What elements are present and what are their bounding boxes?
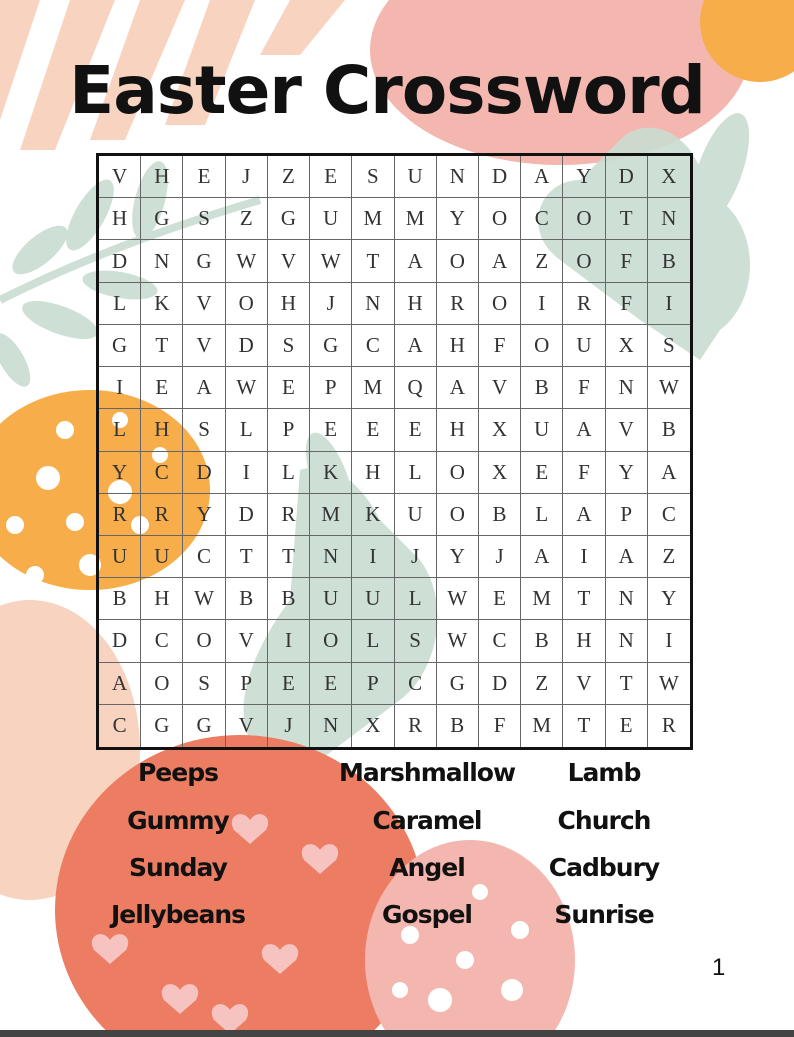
grid-cell: I: [563, 536, 605, 578]
grid-cell: D: [183, 452, 225, 494]
grid-cell: E: [268, 663, 310, 705]
grid-cell: M: [352, 198, 394, 240]
grid-cell: E: [141, 367, 183, 409]
word-angel: Angel: [389, 853, 465, 882]
grid-cell: G: [437, 663, 479, 705]
grid-cell: U: [352, 578, 394, 620]
grid-cell: H: [352, 452, 394, 494]
grid-cell: A: [479, 240, 521, 282]
grid-cell: D: [226, 494, 268, 536]
grid-cell: O: [521, 325, 563, 367]
grid-cell: N: [437, 156, 479, 198]
grid-cell: H: [437, 325, 479, 367]
grid-cell: U: [310, 578, 352, 620]
grid-cell: I: [352, 536, 394, 578]
grid-cell: O: [563, 198, 605, 240]
grid-cell: C: [352, 325, 394, 367]
grid-cell: M: [310, 494, 352, 536]
grid-cell: B: [226, 578, 268, 620]
grid-cell: B: [268, 578, 310, 620]
grid-cell: T: [606, 198, 648, 240]
grid-cell: C: [521, 198, 563, 240]
grid-cell: P: [606, 494, 648, 536]
grid-cell: V: [99, 156, 141, 198]
grid-cell: G: [141, 198, 183, 240]
word-marshmallow: Marshmallow: [338, 758, 516, 787]
grid-cell: Y: [437, 536, 479, 578]
grid-cell: U: [395, 156, 437, 198]
grid-cell: U: [395, 494, 437, 536]
grid-cell: B: [521, 367, 563, 409]
grid-cell: G: [183, 705, 225, 747]
grid-cell: A: [606, 536, 648, 578]
grid-cell: L: [226, 409, 268, 451]
grid-cell: P: [352, 663, 394, 705]
grid-cell: M: [521, 578, 563, 620]
grid-cell: I: [648, 283, 690, 325]
grid-cell: Y: [563, 156, 605, 198]
word-gummy: Gummy: [127, 806, 229, 835]
grid-cell: W: [648, 367, 690, 409]
grid-cell: A: [437, 367, 479, 409]
grid-cell: B: [437, 705, 479, 747]
grid-cell: O: [437, 452, 479, 494]
grid-cell: D: [479, 663, 521, 705]
grid-cell: O: [437, 494, 479, 536]
grid-cell: C: [395, 663, 437, 705]
grid-cell: E: [479, 578, 521, 620]
grid-cell: E: [310, 663, 352, 705]
grid-cell: F: [563, 452, 605, 494]
grid-cell: V: [226, 705, 268, 747]
grid-cell: V: [226, 620, 268, 662]
grid-cell: X: [479, 409, 521, 451]
grid-cell: K: [310, 452, 352, 494]
grid-cell: Y: [99, 452, 141, 494]
grid-cell: D: [99, 620, 141, 662]
grid-cell: A: [395, 240, 437, 282]
grid-cell: R: [437, 283, 479, 325]
grid-cell: T: [563, 578, 605, 620]
grid-cell: R: [99, 494, 141, 536]
grid-cell: X: [648, 156, 690, 198]
grid-cell: F: [563, 367, 605, 409]
grid-cell: T: [226, 536, 268, 578]
grid-cell: P: [268, 409, 310, 451]
grid-cell: N: [310, 705, 352, 747]
grid-cell: O: [437, 240, 479, 282]
word-caramel: Caramel: [372, 806, 482, 835]
grid-cell: W: [226, 240, 268, 282]
grid-cell: A: [395, 325, 437, 367]
grid-cell: N: [648, 198, 690, 240]
grid-cell: O: [479, 198, 521, 240]
grid-cell: A: [183, 367, 225, 409]
grid-cell: N: [606, 367, 648, 409]
grid-cell: J: [268, 705, 310, 747]
grid-cell: H: [141, 156, 183, 198]
grid-cell: P: [226, 663, 268, 705]
grid-cell: O: [183, 620, 225, 662]
grid-cell: E: [521, 452, 563, 494]
grid-cell: I: [99, 367, 141, 409]
grid-cell: I: [226, 452, 268, 494]
grid-cell: W: [226, 367, 268, 409]
grid-cell: N: [141, 240, 183, 282]
grid-cell: R: [268, 494, 310, 536]
grid-cell: O: [563, 240, 605, 282]
grid-cell: Z: [648, 536, 690, 578]
grid-cell: H: [437, 409, 479, 451]
word-peeps: Peeps: [137, 758, 218, 787]
grid-cell: E: [310, 409, 352, 451]
word-church: Church: [557, 806, 651, 835]
grid-cell: E: [183, 156, 225, 198]
grid-cell: T: [352, 240, 394, 282]
grid-cell: J: [479, 536, 521, 578]
grid-cell: U: [310, 198, 352, 240]
grid-cell: A: [99, 663, 141, 705]
grid-cell: T: [563, 705, 605, 747]
page-number: 1: [712, 954, 726, 981]
grid-cell: E: [352, 409, 394, 451]
grid-cell: C: [141, 620, 183, 662]
word-search-grid: [96, 153, 693, 750]
grid-cell: N: [352, 283, 394, 325]
grid-cell: B: [648, 409, 690, 451]
grid-cell: I: [648, 620, 690, 662]
grid-cell: Z: [226, 198, 268, 240]
grid-cell: O: [479, 283, 521, 325]
grid-cell: W: [437, 578, 479, 620]
grid-cell: G: [141, 705, 183, 747]
grid-cell: V: [183, 283, 225, 325]
grid-cell: G: [99, 325, 141, 367]
grid-cell: L: [521, 494, 563, 536]
grid-cell: B: [479, 494, 521, 536]
grid-cell: J: [310, 283, 352, 325]
grid-cell: B: [99, 578, 141, 620]
grid-cell: H: [141, 409, 183, 451]
grid-cell: D: [606, 156, 648, 198]
grid-cell: W: [310, 240, 352, 282]
grid-cell: X: [352, 705, 394, 747]
grid-cell: M: [352, 367, 394, 409]
grid-cell: L: [395, 452, 437, 494]
grid-cell: T: [268, 536, 310, 578]
grid-cell: A: [521, 536, 563, 578]
grid-cell: J: [395, 536, 437, 578]
grid-cell: H: [99, 198, 141, 240]
grid-cell: F: [479, 705, 521, 747]
grid-cell: L: [352, 620, 394, 662]
grid-cell: W: [437, 620, 479, 662]
grid-cell: A: [563, 494, 605, 536]
grid-cell: Q: [395, 367, 437, 409]
grid-cell: N: [310, 536, 352, 578]
grid-cell: L: [99, 283, 141, 325]
grid-cell: K: [352, 494, 394, 536]
grid-cell: F: [606, 283, 648, 325]
grid-cell: W: [183, 578, 225, 620]
grid-cell: U: [521, 409, 563, 451]
grid-cell: U: [99, 536, 141, 578]
grid-cell: H: [268, 283, 310, 325]
word-sunday: Sunday: [129, 853, 227, 882]
grid-cell: C: [479, 620, 521, 662]
grid-cell: Z: [521, 663, 563, 705]
grid-cell: M: [395, 198, 437, 240]
grid-cell: B: [521, 620, 563, 662]
grid-cell: X: [606, 325, 648, 367]
grid-cell: A: [521, 156, 563, 198]
grid-cell: E: [606, 705, 648, 747]
grid-cell: N: [606, 578, 648, 620]
grid-cell: V: [268, 240, 310, 282]
grid-cell: C: [99, 705, 141, 747]
grid-cell: U: [141, 536, 183, 578]
grid-cell: V: [183, 325, 225, 367]
grid-cell: D: [99, 240, 141, 282]
grid-cell: N: [606, 620, 648, 662]
grid-cell: O: [141, 663, 183, 705]
grid-cell: S: [183, 409, 225, 451]
grid-cell: Y: [606, 452, 648, 494]
grid-cell: K: [141, 283, 183, 325]
word-sunrise: Sunrise: [554, 900, 654, 929]
grid-cell: L: [395, 578, 437, 620]
grid-cell: G: [310, 325, 352, 367]
grid-cell: Z: [268, 156, 310, 198]
grid-cell: E: [310, 156, 352, 198]
grid-cell: A: [648, 452, 690, 494]
grid-cell: Y: [648, 578, 690, 620]
bottom-bar: [0, 1030, 794, 1037]
grid-cell: H: [395, 283, 437, 325]
grid-cell: Y: [437, 198, 479, 240]
grid-cell: R: [141, 494, 183, 536]
grid-cell: D: [226, 325, 268, 367]
grid-cell: T: [141, 325, 183, 367]
word-gospel: Gospel: [382, 900, 472, 929]
grid-cell: R: [661, 713, 676, 738]
grid-cell: S: [648, 325, 690, 367]
grid-cell: C: [183, 536, 225, 578]
grid-cell: C: [648, 494, 690, 536]
word-cadbury: Cadbury: [548, 853, 660, 882]
grid-cell: J: [226, 156, 268, 198]
grid-cell: S: [268, 325, 310, 367]
page-title: Easter Crossword: [69, 52, 705, 129]
word-lamb: Lamb: [567, 758, 641, 787]
grid-cell: S: [395, 620, 437, 662]
grid-cell: E: [268, 367, 310, 409]
grid-cell: S: [183, 663, 225, 705]
grid-cell: V: [606, 409, 648, 451]
grid-cell: M: [521, 705, 563, 747]
grid-cell: O: [310, 620, 352, 662]
grid-cell: V: [479, 367, 521, 409]
grid-cell: I: [268, 620, 310, 662]
grid-cell: T: [606, 663, 648, 705]
word-jellybeans: Jellybeans: [110, 900, 246, 929]
grid-cell: Z: [521, 240, 563, 282]
grid-cell: W: [648, 663, 690, 705]
grid-cell: G: [183, 240, 225, 282]
grid-cell: A: [563, 409, 605, 451]
grid-cell: L: [268, 452, 310, 494]
grid-cell: F: [479, 325, 521, 367]
grid-cell: H: [563, 620, 605, 662]
grid-cell: Y: [183, 494, 225, 536]
grid-cell: L: [99, 409, 141, 451]
grid-cell: S: [183, 198, 225, 240]
grid-cell: O: [226, 283, 268, 325]
grid-cell: I: [521, 283, 563, 325]
grid-cell: C: [141, 452, 183, 494]
grid-cell: R: [395, 705, 437, 747]
grid-cell: D: [479, 156, 521, 198]
grid-cell: E: [395, 409, 437, 451]
grid-cell: F: [606, 240, 648, 282]
grid-cell: U: [563, 325, 605, 367]
grid-cell: B: [648, 240, 690, 282]
grid-cell: X: [479, 452, 521, 494]
grid-cell: G: [268, 198, 310, 240]
grid-cell: S: [352, 156, 394, 198]
grid-cell: P: [310, 367, 352, 409]
grid-cell: V: [563, 663, 605, 705]
grid-cell: H: [141, 578, 183, 620]
grid-cell: R: [563, 283, 605, 325]
